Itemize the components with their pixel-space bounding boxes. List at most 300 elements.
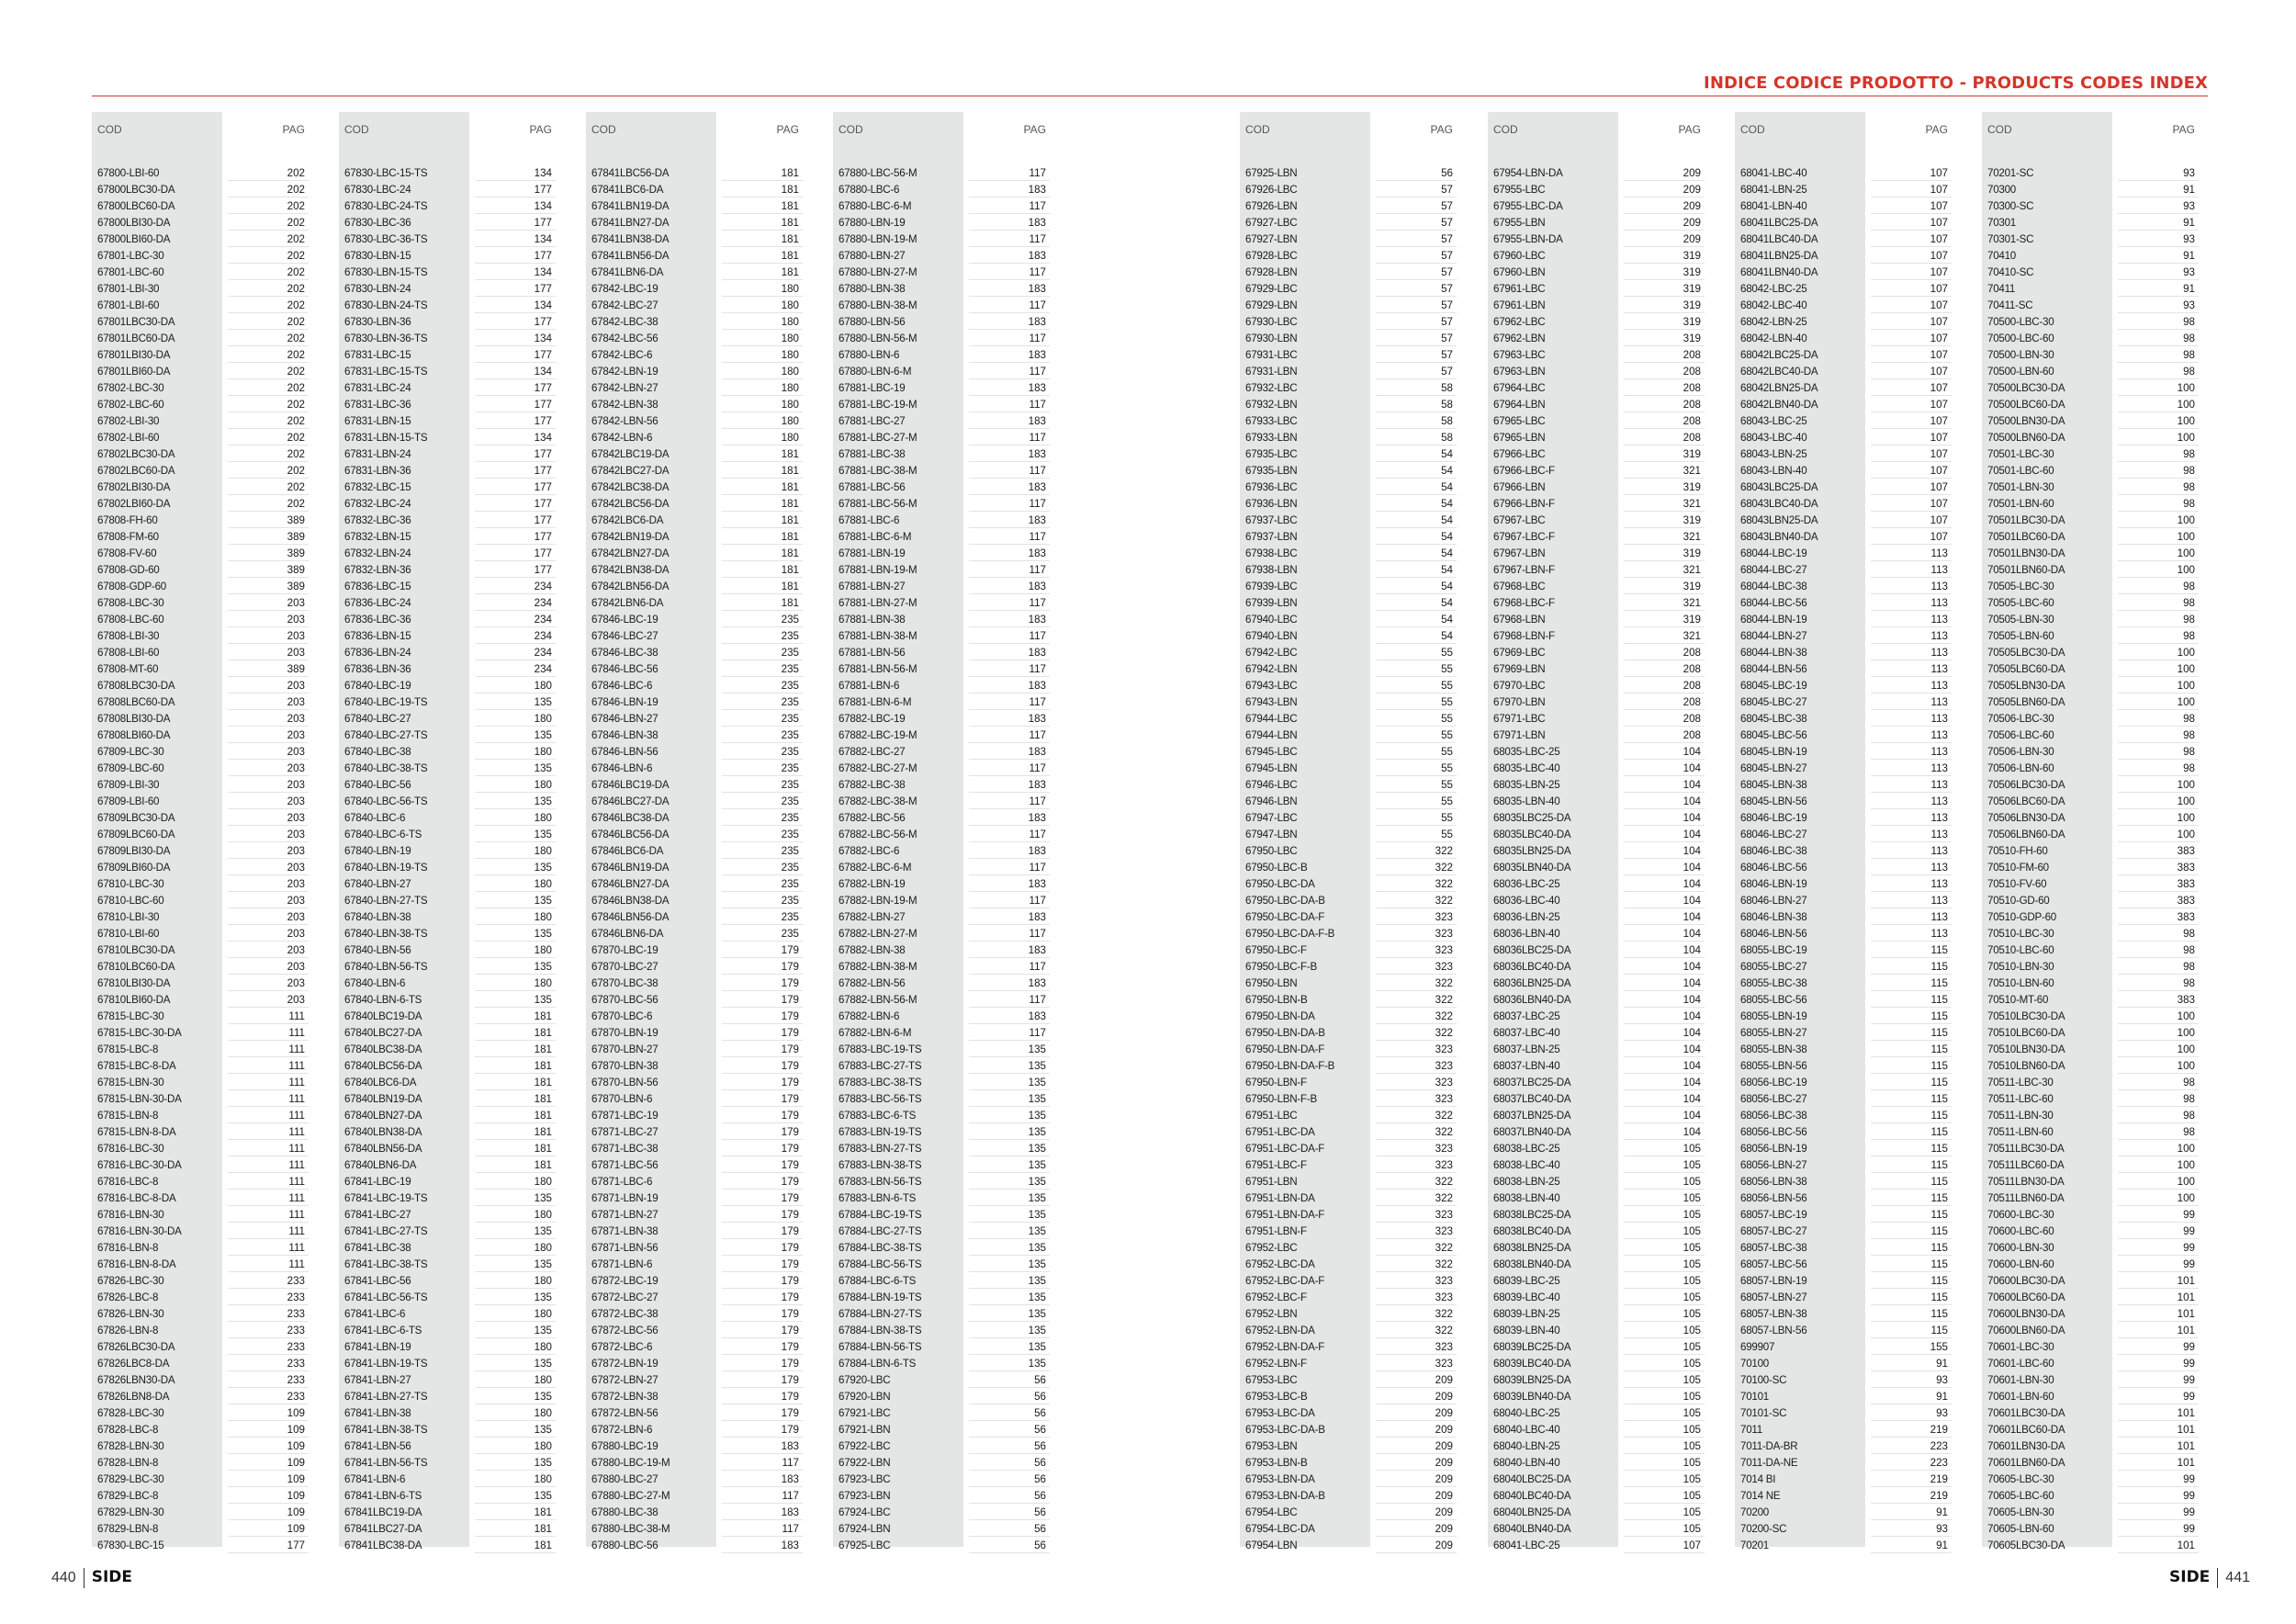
- product-code: 67809-LBC-60: [97, 762, 164, 774]
- product-code: 68039LBN25-DA: [1493, 1374, 1571, 1386]
- page-ref: 203: [287, 895, 305, 907]
- page-ref: 202: [287, 399, 305, 411]
- page-ref: 56: [1441, 167, 1453, 179]
- page-ref: 179: [781, 1358, 799, 1370]
- index-row: [1488, 827, 1710, 843]
- index-row: [1982, 942, 2204, 959]
- index-row: [1488, 661, 1710, 678]
- index-row: [92, 612, 314, 628]
- page-ref: 135: [1028, 1060, 1046, 1072]
- index-row: [1488, 1323, 1710, 1339]
- product-code: 70501LBN60-DA: [1987, 564, 2065, 576]
- product-code: 67809-LBC-30: [97, 746, 164, 758]
- page-ref: 135: [1028, 1077, 1046, 1088]
- product-code: 67816-LBC-8: [97, 1176, 159, 1188]
- page-ref: 98: [2183, 928, 2195, 940]
- index-row: [1240, 380, 1462, 397]
- index-row: [833, 579, 1055, 595]
- page-ref: 183: [1028, 316, 1046, 328]
- page-ref: 209: [1435, 1473, 1453, 1485]
- product-code: 68042-LBN-25: [1740, 316, 1807, 328]
- index-row: [1982, 1438, 2204, 1455]
- index-row: [833, 959, 1055, 976]
- product-code: 70500LBC60-DA: [1987, 399, 2065, 411]
- product-code: 68046-LBN-27: [1740, 895, 1807, 907]
- index-row: [339, 645, 561, 661]
- product-code: 67831-LBN-15: [344, 415, 411, 427]
- product-code: 68040-LBC-40: [1493, 1424, 1560, 1436]
- page-ref: 54: [1441, 630, 1453, 642]
- page-ref: 113: [1930, 564, 1948, 576]
- index-row: [1982, 909, 2204, 926]
- index-row: [833, 1108, 1055, 1124]
- product-code: 67815-LBN-8: [97, 1110, 159, 1122]
- index-row: [833, 1009, 1055, 1025]
- index-row: [586, 661, 808, 678]
- index-row: [1488, 215, 1710, 231]
- page-ref: 98: [2183, 316, 2195, 328]
- index-rows: [586, 165, 808, 1554]
- product-code: 67846LBC38-DA: [591, 812, 670, 824]
- index-row: [586, 1190, 808, 1207]
- index-row: [586, 595, 808, 612]
- page-ref: 57: [1441, 333, 1453, 344]
- product-code: 67840-LBN-6: [344, 977, 406, 989]
- product-code: 67815-LBC-30-DA: [97, 1027, 182, 1039]
- page-ref: 181: [781, 514, 799, 526]
- product-code: 67951-LBC-F: [1245, 1159, 1307, 1171]
- page-ref: 323: [1435, 1060, 1453, 1072]
- page-ref: 183: [1028, 944, 1046, 956]
- page-ref: 54: [1441, 564, 1453, 576]
- page-ref: 181: [781, 266, 799, 278]
- index-row: [1488, 777, 1710, 794]
- page-ref: 117: [1029, 399, 1046, 411]
- index-row: [1982, 1174, 2204, 1190]
- index-row: [833, 595, 1055, 612]
- product-code: 70601-LBC-30: [1987, 1341, 2054, 1353]
- index-row: [1488, 843, 1710, 860]
- product-code: 70600LBN60-DA: [1987, 1325, 2065, 1336]
- product-code: 67871-LBC-19: [591, 1110, 658, 1122]
- page-ref: 202: [287, 167, 305, 179]
- page-ref: 104: [1683, 1043, 1701, 1055]
- index-row: [833, 1290, 1055, 1306]
- index-row: [339, 364, 561, 380]
- index-row: [1240, 1075, 1462, 1091]
- index-row: [586, 1058, 808, 1075]
- product-code: 67840LBN19-DA: [344, 1093, 422, 1105]
- page-ref: 55: [1441, 746, 1453, 758]
- index-row: [339, 1190, 561, 1207]
- page-ref: 100: [2177, 680, 2195, 692]
- page-ref: 389: [287, 663, 305, 675]
- page-ref: 100: [2177, 696, 2195, 708]
- index-row: [1735, 446, 1957, 463]
- product-code: 70511-LBN-30: [1987, 1110, 2054, 1122]
- index-row: [92, 1273, 314, 1290]
- page-ref: 319: [1683, 448, 1701, 460]
- index-row: [339, 347, 561, 364]
- index-row: [586, 1339, 808, 1356]
- product-code: 67815-LBN-8-DA: [97, 1126, 176, 1138]
- product-code: 67881-LBC-56: [838, 481, 906, 493]
- index-row: [1240, 1108, 1462, 1124]
- page-ref: 111: [288, 1242, 305, 1254]
- page-ref: 113: [1930, 597, 1948, 609]
- index-row: [339, 446, 561, 463]
- product-code: 67960-LBC: [1493, 250, 1546, 262]
- page-ref: 105: [1683, 1490, 1701, 1502]
- page-ref: 233: [287, 1291, 305, 1303]
- index-row: [586, 562, 808, 579]
- product-code: 67800LBI60-DA: [97, 233, 171, 245]
- product-code: 70511LBC30-DA: [1987, 1143, 2065, 1155]
- page-ref: 115: [1930, 1242, 1948, 1254]
- page-ref: 179: [781, 1027, 799, 1039]
- index-row: [833, 645, 1055, 661]
- index-row: [1735, 1323, 1957, 1339]
- page-ref: 107: [1930, 283, 1948, 295]
- product-code: 67840LBC27-DA: [344, 1027, 422, 1039]
- product-code: 67881-LBC-56-M: [838, 498, 917, 510]
- page-ref: 181: [534, 1143, 552, 1155]
- page-ref: 100: [2177, 829, 2195, 840]
- product-code: 67955-LBC-DA: [1493, 200, 1563, 212]
- page-ref: 113: [1930, 862, 1948, 874]
- page-ref: 202: [287, 233, 305, 245]
- page-ref: 134: [534, 299, 552, 311]
- product-code: 67880-LBC-19: [591, 1440, 658, 1452]
- product-code: 67939-LBC: [1245, 581, 1298, 592]
- product-code: 67842LBC19-DA: [591, 448, 670, 460]
- index-row: [339, 1207, 561, 1224]
- index-row: [833, 1389, 1055, 1405]
- index-row: [586, 298, 808, 314]
- index-row: [1982, 281, 2204, 298]
- page-ref: 202: [287, 349, 305, 361]
- page-ref: 322: [1435, 1242, 1453, 1254]
- page-ref: 389: [287, 581, 305, 592]
- product-code: 68042-LBC-25: [1740, 283, 1807, 295]
- index-column: [1488, 112, 1710, 1551]
- index-row: [1735, 1025, 1957, 1042]
- index-row: [1982, 1339, 2204, 1356]
- index-row: [1488, 876, 1710, 893]
- product-code: 67967-LBN: [1493, 547, 1546, 559]
- page-ref: 180: [534, 713, 552, 725]
- index-row: [1488, 1042, 1710, 1058]
- page-ref: 322: [1435, 1325, 1453, 1336]
- page-ref: 113: [1930, 795, 1948, 807]
- page-ref: 208: [1683, 696, 1701, 708]
- page-ref: 319: [1683, 250, 1701, 262]
- index-row: [92, 430, 314, 446]
- product-code: 67932-LBC: [1245, 382, 1298, 394]
- page-ref: 113: [1930, 928, 1948, 940]
- page-ref: 98: [2183, 961, 2195, 973]
- index-row: [586, 413, 808, 430]
- page-ref: 203: [287, 746, 305, 758]
- page-ref: 113: [1930, 713, 1948, 725]
- page-ref: 234: [534, 647, 552, 659]
- index-row: [586, 1273, 808, 1290]
- product-code: 67846-LBN-19: [591, 696, 658, 708]
- index-row: [1488, 612, 1710, 628]
- product-code: 68056-LBC-19: [1740, 1077, 1807, 1088]
- index-row: [1735, 1009, 1957, 1025]
- page-ref: 56: [1034, 1473, 1046, 1485]
- page-ref: 183: [1028, 283, 1046, 295]
- index-row: [833, 1042, 1055, 1058]
- product-code: 67882-LBN-56-M: [838, 994, 917, 1006]
- product-code: 68039-LBC-25: [1493, 1275, 1560, 1287]
- index-row: [339, 860, 561, 876]
- index-row: [339, 1091, 561, 1108]
- product-code: 67846LBC56-DA: [591, 829, 670, 840]
- product-code: 67842-LBN-27: [591, 382, 658, 394]
- index-row: [1488, 976, 1710, 992]
- product-code: 67883-LBC-27-TS: [838, 1060, 922, 1072]
- index-row: [1735, 1190, 1957, 1207]
- page-ref: 54: [1441, 498, 1453, 510]
- product-code: 68057-LBN-19: [1740, 1275, 1807, 1287]
- index-rows: [1982, 165, 2204, 1554]
- product-code: 68056-LBN-19: [1740, 1143, 1807, 1155]
- product-code: 70600-LBC-30: [1987, 1209, 2054, 1221]
- page-ref: 235: [781, 729, 799, 741]
- column-header: [1982, 123, 2204, 141]
- page-ref: 203: [287, 911, 305, 923]
- page-ref: 113: [1930, 630, 1948, 642]
- index-row: [833, 942, 1055, 959]
- product-code: 67870-LBN-38: [591, 1060, 658, 1072]
- page-ref: 105: [1683, 1473, 1701, 1485]
- product-code: 67946-LBC: [1245, 779, 1298, 791]
- product-code: 67841LBC6-DA: [591, 184, 664, 196]
- index-row: [1488, 1273, 1710, 1290]
- product-code: 68045-LBN-19: [1740, 746, 1807, 758]
- page-ref: 177: [534, 184, 552, 196]
- page-ref: 180: [781, 399, 799, 411]
- product-code: 67928-LBC: [1245, 250, 1298, 262]
- product-code: 70505LBC30-DA: [1987, 647, 2065, 659]
- header-cod: COD: [344, 123, 369, 136]
- product-code: 70501LBC30-DA: [1987, 514, 2065, 526]
- index-row: [92, 1455, 314, 1472]
- index-row: [586, 231, 808, 248]
- index-row: [339, 959, 561, 976]
- product-code: 67840-LBC-56-TS: [344, 795, 428, 807]
- index-row: [1488, 513, 1710, 529]
- product-code: 70506-LBN-30: [1987, 746, 2054, 758]
- page-ref: 179: [781, 1093, 799, 1105]
- index-row: [339, 413, 561, 430]
- product-code: 67871-LBN-56: [591, 1242, 658, 1254]
- product-code: 67881-LBN-19: [838, 547, 906, 559]
- product-code: 70601-LBC-60: [1987, 1358, 2054, 1370]
- index-row: [1240, 942, 1462, 959]
- index-row: [833, 1306, 1055, 1323]
- product-code: 70101: [1740, 1391, 1769, 1403]
- page-ref: 179: [781, 1159, 799, 1171]
- index-row: [1488, 1157, 1710, 1174]
- index-row: [833, 1075, 1055, 1091]
- page-ref: 389: [287, 564, 305, 576]
- product-code: 68046-LBC-27: [1740, 829, 1807, 840]
- page-ref: 100: [2177, 663, 2195, 675]
- index-row: [1488, 1389, 1710, 1405]
- index-row: [1735, 314, 1957, 331]
- product-code: 67961-LBN: [1493, 299, 1546, 311]
- page-ref: 235: [781, 663, 799, 675]
- index-row: [1982, 562, 2204, 579]
- page-ref: 180: [534, 1308, 552, 1320]
- product-code: 67830-LBN-36-TS: [344, 333, 428, 344]
- page-ref: 107: [1930, 250, 1948, 262]
- index-row: [833, 628, 1055, 645]
- index-row: [339, 1108, 561, 1124]
- index-row: [1240, 1042, 1462, 1058]
- page-ref: 113: [1930, 729, 1948, 741]
- page-ref: 209: [1435, 1391, 1453, 1403]
- index-row: [92, 1422, 314, 1438]
- page-ref: 181: [781, 465, 799, 477]
- index-row: [92, 364, 314, 380]
- index-row: [1982, 198, 2204, 215]
- product-code: 67870-LBC-27: [591, 961, 658, 973]
- product-code: 70511LBN60-DA: [1987, 1192, 2065, 1204]
- index-row: [92, 231, 314, 248]
- index-row: [92, 248, 314, 265]
- page-number-right: 441: [2225, 1570, 2250, 1585]
- index-row: [92, 794, 314, 810]
- index-row: [586, 1323, 808, 1339]
- page-title: INDICE CODICE PRODOTTO - PRODUCTS CODES INDEX: [1704, 73, 2208, 93]
- product-code: 67815-LBN-30-DA: [97, 1093, 182, 1105]
- index-row: [586, 1505, 808, 1521]
- index-row: [1982, 182, 2204, 198]
- product-code: 67953-LBN: [1245, 1440, 1298, 1452]
- index-row: [586, 430, 808, 446]
- index-row: [833, 1025, 1055, 1042]
- page-ref: 58: [1441, 399, 1453, 411]
- page-ref: 104: [1683, 977, 1701, 989]
- index-row: [1982, 893, 2204, 909]
- product-code: 68037LBN40-DA: [1493, 1126, 1571, 1138]
- index-row: [1735, 694, 1957, 711]
- page-ref: 183: [781, 1473, 799, 1485]
- index-row: [1240, 1025, 1462, 1042]
- index-row: [1735, 1141, 1957, 1157]
- product-code: 67810-LBI-60: [97, 928, 160, 940]
- index-row: [833, 430, 1055, 446]
- page-ref: 104: [1683, 994, 1701, 1006]
- product-code: 67801LBI30-DA: [97, 349, 171, 361]
- product-code: 67809-LBI-60: [97, 795, 160, 807]
- product-code: 67841LBN56-DA: [591, 250, 670, 262]
- page-ref: 209: [1435, 1457, 1453, 1469]
- index-row: [1735, 397, 1957, 413]
- index-row: [833, 810, 1055, 827]
- page-ref: 113: [1930, 614, 1948, 626]
- page-ref: 55: [1441, 647, 1453, 659]
- product-code: 67841-LBC-56-TS: [344, 1291, 428, 1303]
- index-row: [1488, 1438, 1710, 1455]
- index-row: [92, 678, 314, 694]
- index-row: [1735, 281, 1957, 298]
- index-row: [1735, 1240, 1957, 1257]
- page-ref: 203: [287, 630, 305, 642]
- index-row: [1488, 678, 1710, 694]
- product-code: 70505-LBN-30: [1987, 614, 2054, 626]
- index-row: [92, 215, 314, 231]
- index-row: [1735, 1306, 1957, 1323]
- page-ref: 105: [1683, 1523, 1701, 1535]
- product-code: 67842-LBC-6: [591, 349, 653, 361]
- page-ref: 322: [1435, 1176, 1453, 1188]
- page-ref: 177: [534, 217, 552, 229]
- product-code: 67802-LBC-30: [97, 382, 164, 394]
- index-row: [339, 1356, 561, 1372]
- page-ref: 109: [287, 1473, 305, 1485]
- index-row: [586, 380, 808, 397]
- product-code: 68043LBN40-DA: [1740, 531, 1818, 543]
- index-row: [1488, 1488, 1710, 1505]
- product-code: 68043-LBN-25: [1740, 448, 1807, 460]
- page-ref: 105: [1683, 1143, 1701, 1155]
- index-row: [1982, 1075, 2204, 1091]
- page-ref: 100: [2177, 1010, 2195, 1022]
- index-row: [1488, 496, 1710, 513]
- product-code: 67953-LBC: [1245, 1374, 1298, 1386]
- index-row: [586, 959, 808, 976]
- page-ref: 177: [534, 481, 552, 493]
- page-ref: 179: [781, 1060, 799, 1072]
- index-row: [586, 678, 808, 694]
- product-code: 67954-LBN: [1245, 1539, 1298, 1551]
- page-ref: 56: [1034, 1440, 1046, 1452]
- index-row: [833, 298, 1055, 314]
- page-ref: 322: [1435, 1126, 1453, 1138]
- index-row: [1982, 446, 2204, 463]
- index-row: [586, 827, 808, 843]
- product-code: 67951-LBN-F: [1245, 1225, 1307, 1237]
- page-ref: 179: [781, 994, 799, 1006]
- product-code: 67950-LBC-DA: [1245, 878, 1315, 890]
- page-ref: 117: [1029, 498, 1046, 510]
- index-row: [339, 1009, 561, 1025]
- index-row: [833, 860, 1055, 876]
- product-code: 68037LBN25-DA: [1493, 1110, 1571, 1122]
- page-ref: 57: [1441, 200, 1453, 212]
- product-code: 70410: [1987, 250, 2016, 262]
- index-row: [586, 1257, 808, 1273]
- page-ref: 183: [1028, 845, 1046, 857]
- index-row: [1735, 347, 1957, 364]
- index-row: [339, 711, 561, 727]
- page-ref: 105: [1683, 1358, 1701, 1370]
- product-code: 67840-LBC-19: [344, 680, 411, 692]
- product-code: 67816-LBN-30: [97, 1209, 164, 1221]
- page-ref: 98: [2183, 597, 2195, 609]
- index-row: [92, 1505, 314, 1521]
- product-code: 67871-LBN-19: [591, 1192, 658, 1204]
- page-ref: 135: [1028, 1225, 1046, 1237]
- page-ref: 319: [1683, 266, 1701, 278]
- product-code: 67943-LBN: [1245, 696, 1298, 708]
- page-ref: 177: [534, 316, 552, 328]
